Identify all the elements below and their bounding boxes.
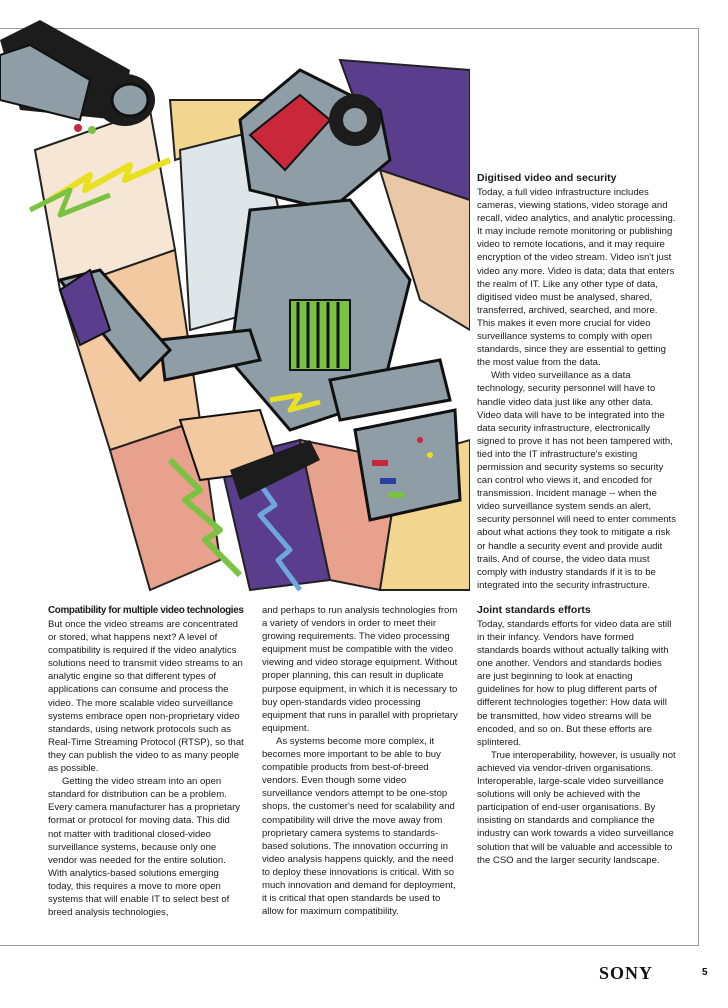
paragraph: Today, a full video infrastructure includes cameras, viewing stations, video storage and recall, video analytics, and analytic processing. It may include remote monitoring or publishing video to remote locations, and it may require encryption of the video stream. Video isn't just video any more. Video is data; data that enters the realm of IT. Like any other type of data, digitised video must be analysed, shared, transferred, archived, searched, and more. This makes it even more crucial for video surveillance systems to comply with open standards, since they are essential to getting the most value from the data. [477, 187, 676, 369]
column-right [477, 172, 677, 867]
robot-security-camera-image [0, 0, 470, 592]
page-number: 5 [702, 967, 708, 978]
section-heading-joint-standards: Joint standards efforts [477, 603, 591, 616]
sony-logo: SONY [599, 963, 654, 983]
section-heading-compatibility: Compatibility for multiple video technologies [48, 605, 244, 616]
robot-illustration [0, 0, 470, 592]
paragraph: Today, standards efforts for video data are still in their infancy. Vendors have formed standards boards without actually talking with one another. Vendors and standards bodies are just beginning to look at enacting guidelines for how to plug different parts of different technologies together: How data will be transmitted, how video streams will be encoded, and so on. But these efforts are splintered. [477, 618, 672, 748]
paragraph: and perhaps to run analysis technologies from a variety of vendors in order to meet their growing requirements. The video processing equipment must be compatible with the video viewing and video storage equipment. Without proper planning, this can result in duplicate purpose equipment, in which it is necessary to buy open-standards video processing equipment that runs in parallel with proprietary equipment. [262, 605, 458, 734]
paragraph: True interoperability, however, is usually not achieved via vendor-driven organisations. Interoperable, large-scale video surveillance solutions will only be achieved with the participation of end-user organisations. By insisting on standards and compliance the industry can work towards a video surveillance solution that will be valuable and accessible to the CSO and the larger security landscape. [477, 749, 676, 866]
paragraph: As systems become more complex, it becomes more important to be able to buy compatible products from best-of-breed vendors. Even though some video surveillance vendors attempt to be one-stop shops, the customer's need for scalability and compatibility will drive the move away from proprietary camera systems to standards-based solutions. The innovation occurring in video analysis happens quickly, and the need to deploy these innovations is critical. With so much innovation and demand for deployment, it is critical that open standards be used to allow for maximum compatibility. [262, 735, 456, 918]
paragraph: Getting the video stream into an open standard for distribution can be a problem. Every camera manufacturer has a proprietary format or protocol for moving data. This did not matter with traditional closed-video surveillance systems, because only one vendor was needed for the entire solution. With analytics-based solutions emerging today, this requires a move to more open systems that will enable IT to select best of breed analysis technologies, [48, 776, 241, 919]
paragraph: But once the video streams are concentrated or stored, what happens next? A level of compatibility is required if the video analytics solutions need to transmit video streams to an analytic engine so that different types of applications can consume and process the video. The more scalable video surveillance systems embrace open non-proprietary video standards, using network protocols such as Real-Time Streaming Protocol (RTSP), so that they can publish the video to as many people as possible. [48, 619, 244, 775]
section-heading-digitised-video: Digitised video and security [477, 172, 617, 184]
column-middle [262, 604, 458, 918]
paragraph: With video surveillance as a data technology, security personnel will have to handle video data just like any other data. Video data will have to be integrated into the data security infrastructure, electronically signed to prove it has not been tampered with, tied into the IT infrastructure's existing permission and security systems so security can control who views it, and encoded for transmission. Incident manage -- when the video surveillance system sends an alert, security personnel will need to enter comments about what actions they took to mitigate a risk or handle a security event and provide audit trails. And of course, the video data must comply with industry standards if it is to be integrated into the security infrastructure. [477, 370, 676, 591]
column-left [48, 604, 244, 919]
